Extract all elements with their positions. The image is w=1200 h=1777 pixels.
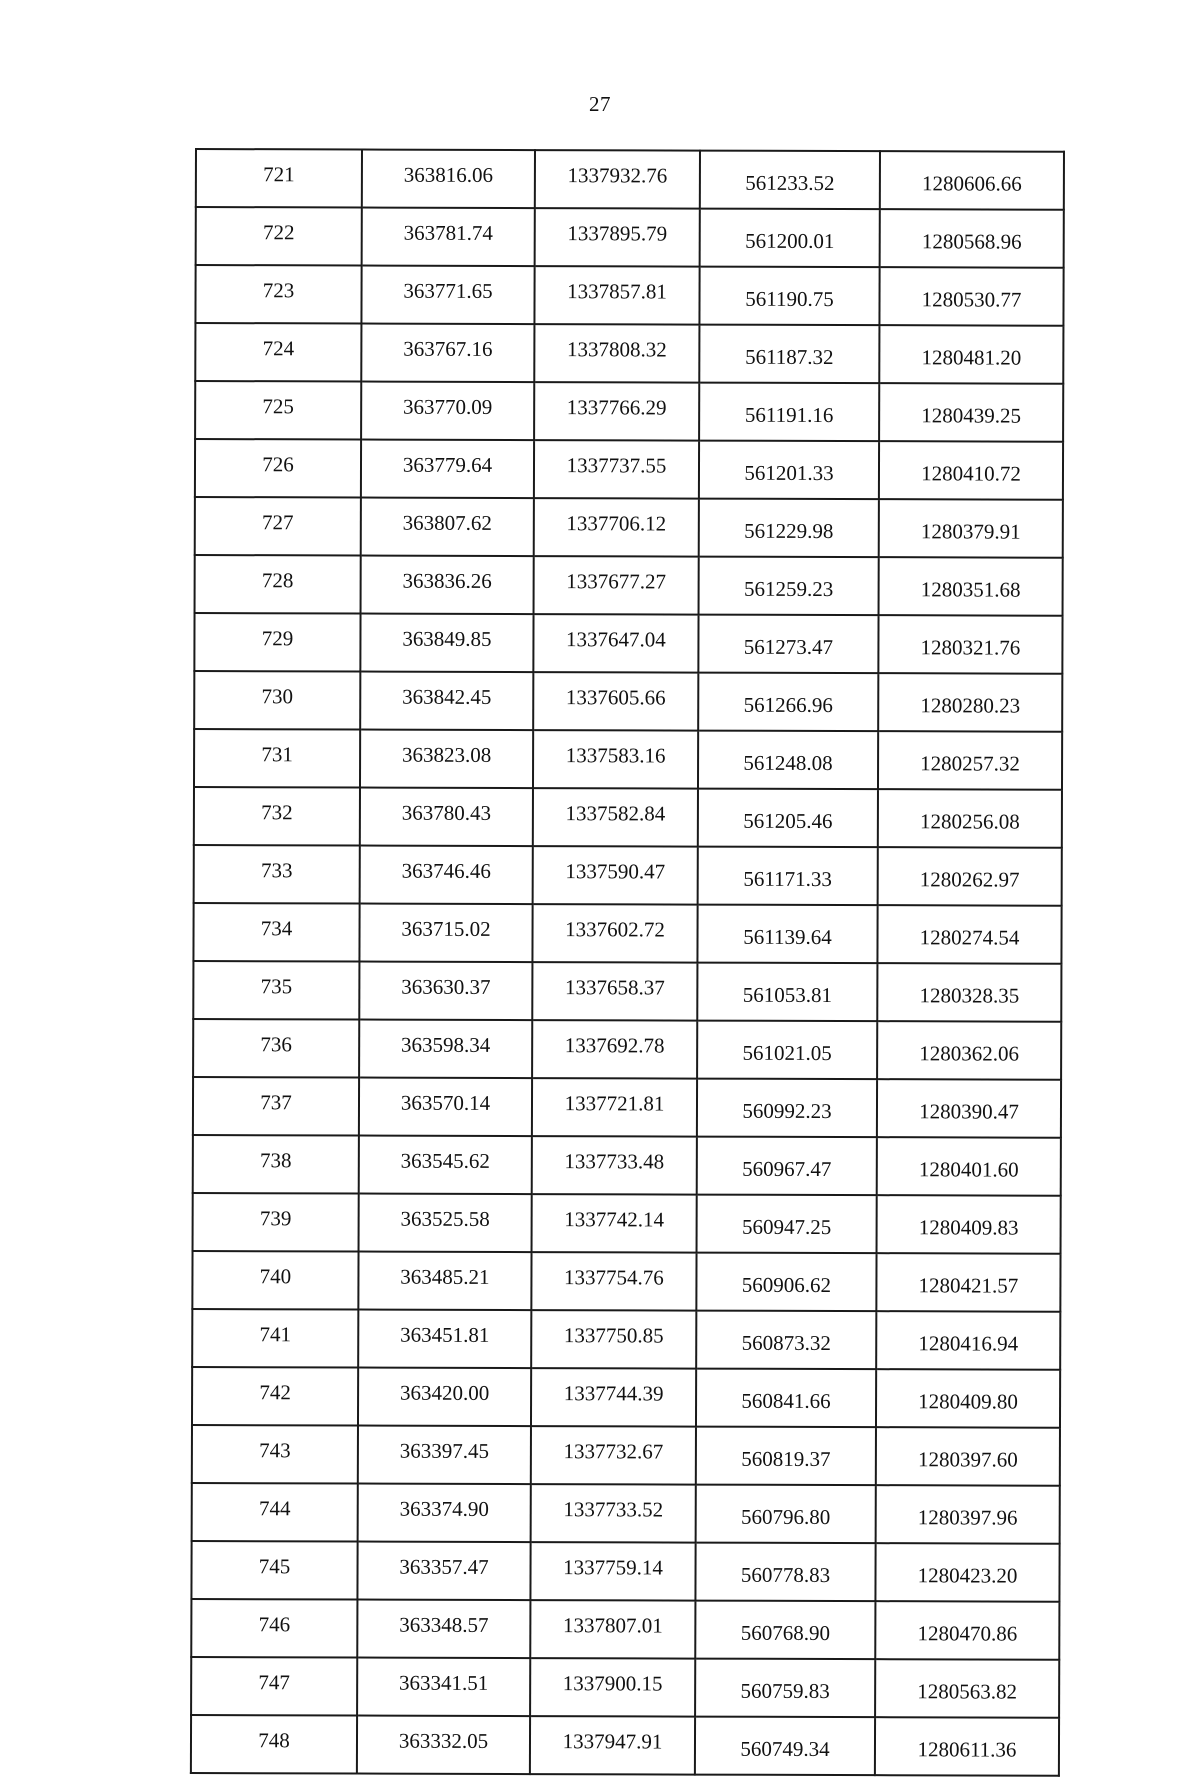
x1-cell: 363816.06 xyxy=(362,150,535,209)
x1-cell: 363348.57 xyxy=(357,1600,530,1659)
point-number-cell: 740 xyxy=(192,1251,358,1310)
point-number-cell: 742 xyxy=(192,1367,358,1426)
point-number-cell: 743 xyxy=(192,1425,358,1484)
y1-cell: 1337754.76 xyxy=(531,1252,696,1311)
x1-cell: 363420.00 xyxy=(358,1368,531,1427)
y2-cell: 1280274.54 xyxy=(877,905,1061,964)
point-number-cell: 738 xyxy=(193,1135,359,1194)
y1-cell: 1337759.14 xyxy=(530,1542,695,1601)
table-row xyxy=(194,671,1062,732)
y1-cell: 1337692.78 xyxy=(532,1020,697,1079)
point-number-cell: 721 xyxy=(196,149,362,208)
x1-cell: 363779.64 xyxy=(361,440,534,499)
y2-cell: 1280390.47 xyxy=(877,1079,1061,1138)
x1-cell: 363746.46 xyxy=(360,846,533,905)
y2-cell: 1280257.32 xyxy=(878,731,1062,790)
coordinate-table xyxy=(190,148,1065,1777)
table-row xyxy=(191,1599,1059,1660)
y1-cell: 1337647.04 xyxy=(533,614,698,673)
y2-cell: 1280611.36 xyxy=(875,1717,1059,1776)
x1-cell: 363823.08 xyxy=(360,730,533,789)
x2-cell: 560947.25 xyxy=(697,1195,877,1254)
x2-cell: 560749.34 xyxy=(695,1717,875,1776)
y2-cell: 1280568.96 xyxy=(880,209,1064,268)
y1-cell: 1337766.29 xyxy=(534,382,699,441)
x1-cell: 363630.37 xyxy=(359,962,532,1021)
x1-cell: 363807.62 xyxy=(361,498,534,557)
point-number-cell: 726 xyxy=(195,439,361,498)
y2-cell: 1280423.20 xyxy=(875,1543,1059,1602)
table-row xyxy=(192,1251,1060,1312)
table-row xyxy=(194,845,1062,906)
x1-cell: 363781.74 xyxy=(362,208,535,267)
y1-cell: 1337602.72 xyxy=(532,904,697,963)
point-number-cell: 723 xyxy=(195,265,361,324)
point-number-cell: 732 xyxy=(194,787,360,846)
x1-cell: 363780.43 xyxy=(360,788,533,847)
y2-cell: 1280530.77 xyxy=(879,267,1063,326)
point-number-cell: 731 xyxy=(194,729,360,788)
x2-cell: 561266.96 xyxy=(698,673,878,732)
y1-cell: 1337895.79 xyxy=(535,208,700,267)
table-row xyxy=(192,1367,1060,1428)
y1-cell: 1337750.85 xyxy=(531,1310,696,1369)
x1-cell: 363357.47 xyxy=(357,1542,530,1601)
y2-cell: 1280439.25 xyxy=(879,383,1063,442)
point-number-cell: 725 xyxy=(195,381,361,440)
y2-cell: 1280606.66 xyxy=(880,151,1064,210)
y2-cell: 1280401.60 xyxy=(877,1137,1061,1196)
x1-cell: 363525.58 xyxy=(359,1194,532,1253)
table-row xyxy=(195,265,1063,326)
y2-cell: 1280416.94 xyxy=(876,1311,1060,1370)
y2-cell: 1280379.91 xyxy=(879,499,1063,558)
table-row xyxy=(194,787,1062,848)
y1-cell: 1337732.67 xyxy=(531,1426,696,1485)
point-number-cell: 744 xyxy=(192,1483,358,1542)
point-number-cell: 728 xyxy=(195,555,361,614)
x2-cell: 561053.81 xyxy=(697,963,877,1022)
table-row xyxy=(192,1483,1060,1544)
table-row xyxy=(192,1309,1060,1370)
x1-cell: 363842.45 xyxy=(360,672,533,731)
x2-cell: 561201.33 xyxy=(699,441,879,500)
table-row xyxy=(194,613,1062,674)
x1-cell: 363341.51 xyxy=(357,1658,530,1717)
point-number-cell: 733 xyxy=(194,845,360,904)
y1-cell: 1337582.84 xyxy=(533,788,698,847)
y2-cell: 1280280.23 xyxy=(878,673,1062,732)
y1-cell: 1337947.91 xyxy=(530,1716,695,1775)
y2-cell: 1280328.35 xyxy=(877,963,1061,1022)
x1-cell: 363332.05 xyxy=(357,1716,530,1775)
y2-cell: 1280470.86 xyxy=(875,1601,1059,1660)
y2-cell: 1280409.80 xyxy=(876,1369,1060,1428)
x1-cell: 363485.21 xyxy=(358,1252,531,1311)
table-row xyxy=(195,323,1063,384)
y1-cell: 1337737.55 xyxy=(534,440,699,499)
y1-cell: 1337733.52 xyxy=(531,1484,696,1543)
x1-cell: 363598.34 xyxy=(359,1020,532,1079)
y1-cell: 1337807.01 xyxy=(530,1600,695,1659)
x2-cell: 561229.98 xyxy=(699,499,879,558)
table-row xyxy=(196,207,1064,268)
y1-cell: 1337742.14 xyxy=(532,1194,697,1253)
point-number-cell: 737 xyxy=(193,1077,359,1136)
x2-cell: 561259.23 xyxy=(699,557,879,616)
table-row xyxy=(193,1077,1061,1138)
x2-cell: 560819.37 xyxy=(696,1427,876,1486)
table-row xyxy=(191,1715,1059,1776)
x1-cell: 363836.26 xyxy=(361,556,534,615)
y2-cell: 1280262.97 xyxy=(878,847,1062,906)
point-number-cell: 739 xyxy=(193,1193,359,1252)
x2-cell: 560906.62 xyxy=(696,1253,876,1312)
x2-cell: 561273.47 xyxy=(698,615,878,674)
x2-cell: 560992.23 xyxy=(697,1079,877,1138)
point-number-cell: 736 xyxy=(193,1019,359,1078)
y1-cell: 1337733.48 xyxy=(532,1136,697,1195)
table-row xyxy=(195,381,1063,442)
table-row xyxy=(193,903,1061,964)
x2-cell: 560768.90 xyxy=(695,1601,875,1660)
table-row xyxy=(191,1541,1059,1602)
x1-cell: 363545.62 xyxy=(359,1136,532,1195)
y2-cell: 1280256.08 xyxy=(878,789,1062,848)
y1-cell: 1337932.76 xyxy=(535,150,700,209)
x2-cell: 561205.46 xyxy=(698,789,878,848)
y1-cell: 1337857.81 xyxy=(534,266,699,325)
x1-cell: 363770.09 xyxy=(361,382,534,441)
table-row xyxy=(196,149,1064,210)
point-number-cell: 734 xyxy=(193,903,359,962)
x1-cell: 363451.81 xyxy=(358,1310,531,1369)
point-number-cell: 729 xyxy=(194,613,360,672)
y1-cell: 1337658.37 xyxy=(532,962,697,1021)
point-number-cell: 724 xyxy=(195,323,361,382)
y2-cell: 1280362.06 xyxy=(877,1021,1061,1080)
x1-cell: 363374.90 xyxy=(358,1484,531,1543)
x2-cell: 561021.05 xyxy=(697,1021,877,1080)
point-number-cell: 741 xyxy=(192,1309,358,1368)
y1-cell: 1337808.32 xyxy=(534,324,699,383)
page-number: 27 xyxy=(589,92,611,116)
x2-cell: 560796.80 xyxy=(696,1485,876,1544)
y2-cell: 1280421.57 xyxy=(876,1253,1060,1312)
y2-cell: 1280397.60 xyxy=(876,1427,1060,1486)
x2-cell: 561187.32 xyxy=(699,325,879,384)
table-row xyxy=(195,439,1063,500)
x2-cell: 560841.66 xyxy=(696,1369,876,1428)
point-number-cell: 746 xyxy=(191,1599,357,1658)
point-number-cell: 722 xyxy=(196,207,362,266)
table-row xyxy=(191,1657,1059,1718)
x2-cell: 561171.33 xyxy=(698,847,878,906)
table-row xyxy=(195,555,1063,616)
x2-cell: 560759.83 xyxy=(695,1659,875,1718)
table-row xyxy=(193,961,1061,1022)
table-row xyxy=(193,1135,1061,1196)
x2-cell: 560873.32 xyxy=(696,1311,876,1370)
x2-cell: 561139.64 xyxy=(697,905,877,964)
table-row xyxy=(192,1425,1060,1486)
table-row xyxy=(194,729,1062,790)
y1-cell: 1337744.39 xyxy=(531,1368,696,1427)
x2-cell: 561248.08 xyxy=(698,731,878,790)
x1-cell: 363570.14 xyxy=(359,1078,532,1137)
point-number-cell: 735 xyxy=(193,961,359,1020)
y1-cell: 1337900.15 xyxy=(530,1658,695,1717)
x1-cell: 363767.16 xyxy=(361,324,534,383)
y1-cell: 1337583.16 xyxy=(533,730,698,789)
x1-cell: 363771.65 xyxy=(361,266,534,325)
y1-cell: 1337590.47 xyxy=(533,846,698,905)
x2-cell: 560967.47 xyxy=(697,1137,877,1196)
y2-cell: 1280321.76 xyxy=(878,615,1062,674)
y1-cell: 1337706.12 xyxy=(534,498,699,557)
point-number-cell: 727 xyxy=(195,497,361,556)
x2-cell: 561200.01 xyxy=(700,209,880,268)
y2-cell: 1280563.82 xyxy=(875,1659,1059,1718)
x2-cell: 561190.75 xyxy=(699,267,879,326)
x2-cell: 561233.52 xyxy=(700,151,880,210)
y1-cell: 1337677.27 xyxy=(534,556,699,615)
x2-cell: 560778.83 xyxy=(695,1543,875,1602)
point-number-cell: 747 xyxy=(191,1657,357,1716)
table-row xyxy=(195,497,1063,558)
point-number-cell: 745 xyxy=(191,1541,357,1600)
y2-cell: 1280481.20 xyxy=(879,325,1063,384)
x1-cell: 363715.02 xyxy=(359,904,532,963)
point-number-cell: 748 xyxy=(191,1715,357,1774)
x1-cell: 363849.85 xyxy=(360,614,533,673)
x1-cell: 363397.45 xyxy=(358,1426,531,1485)
y1-cell: 1337721.81 xyxy=(532,1078,697,1137)
point-number-cell: 730 xyxy=(194,671,360,730)
coordinate-table-body xyxy=(191,149,1064,1776)
x2-cell: 561191.16 xyxy=(699,383,879,442)
y1-cell: 1337605.66 xyxy=(533,672,698,731)
y2-cell: 1280410.72 xyxy=(879,441,1063,500)
y2-cell: 1280351.68 xyxy=(879,557,1063,616)
table-row xyxy=(193,1019,1061,1080)
table-row xyxy=(193,1193,1061,1254)
y2-cell: 1280397.96 xyxy=(876,1485,1060,1544)
y2-cell: 1280409.83 xyxy=(877,1195,1061,1254)
